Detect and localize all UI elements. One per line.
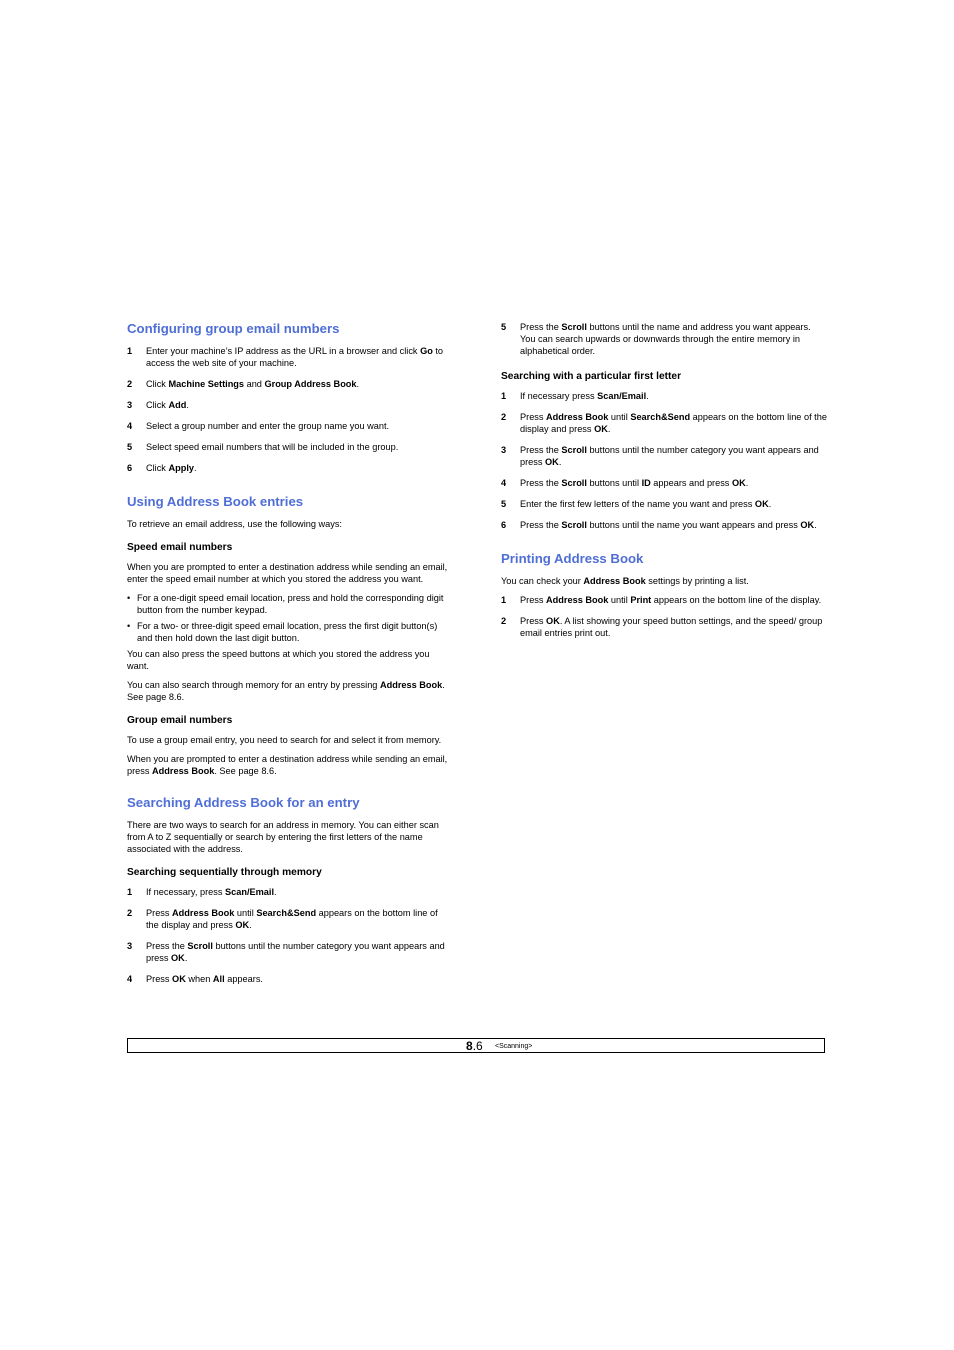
page-footer [127, 1038, 825, 1053]
step-text: Press Address Book until Search&Send appears on the bottom line of the display and press OK. [146, 908, 438, 930]
step-text: Enter the first few letters of the name you want and press OK. [520, 499, 772, 509]
step-item [127, 462, 450, 474]
bullet-item [127, 592, 450, 616]
section-title-using-address-book: Using Address Book entries [127, 494, 304, 509]
page-number [466, 1039, 483, 1053]
first-letter-steps-list [501, 390, 827, 531]
step-text: Click Apply. [146, 463, 197, 473]
step-text: Press the Scroll buttons until the name you want appears and press OK. [520, 520, 817, 530]
subheading-sequential: Searching sequentially through memory [127, 867, 322, 878]
step-item [127, 940, 450, 964]
section-title-configuring-group: Configuring group email numbers [127, 321, 340, 336]
speed-paragraph-1: When you are prompted to enter a destination address while sending an email, enter the speed email number at which you stored the address you want. [127, 562, 448, 584]
step-text: Press OK. A list showing your speed button settings, and the speed/ group email entries print out. [520, 616, 823, 638]
step-number: 6 [127, 463, 133, 473]
step-item [127, 420, 450, 432]
speed-bullets-list [127, 592, 450, 644]
step-number: 2 [127, 379, 133, 389]
step-number: 1 [501, 595, 507, 605]
subheading-speed-email: Speed email numbers [127, 542, 233, 553]
step-text: If necessary, press Scan/Email. [146, 887, 277, 897]
page-subnumber: .6 [472, 1039, 483, 1053]
printing-intro-text: You can check your Address Book settings by printing a list. [501, 576, 749, 586]
chapter-number: 8 [466, 1039, 473, 1053]
step-text: If necessary press Scan/Email. [520, 391, 649, 401]
printing-steps-list [501, 594, 827, 639]
step-number: 1 [127, 346, 133, 356]
step-item [501, 594, 827, 606]
group-paragraph-2: When you are prompted to enter a destination address while sending an email, press Address Book. See page 8.6. [127, 754, 448, 776]
subheading-first-letter: Searching with a particular first letter [501, 371, 682, 382]
step-item [127, 886, 450, 898]
step-number: 3 [501, 445, 507, 455]
step-text: Press Address Book until Search&Send appears on the bottom line of the display and press OK. [520, 412, 827, 434]
step-number: 5 [127, 442, 133, 452]
step-number: 3 [127, 400, 133, 410]
step-item [127, 378, 450, 390]
step-item [501, 390, 827, 402]
step-text: Press the Scroll buttons until the number category you want appears and press OK. [520, 445, 819, 467]
sequential-steps-list [127, 886, 450, 985]
chapter-name: <Scanning> [495, 1043, 533, 1050]
step-number: 2 [501, 616, 507, 626]
using-intro-text: To retrieve an email address, use the following ways: [127, 519, 342, 529]
bullet-text: For a two- or three-digit speed email location, press the first digit button(s) and then hold down the last digit button. [137, 621, 438, 643]
left-column [127, 321, 450, 994]
step-text: Press OK when All appears. [146, 974, 263, 984]
step-text: Click Machine Settings and Group Address Book. [146, 379, 360, 389]
step-number: 4 [127, 421, 133, 431]
speed-paragraph-2: You can also press the speed buttons at which you stored the address you want. [127, 649, 430, 671]
step-item [501, 477, 827, 489]
step-number: 5 [501, 499, 507, 509]
step-text: Press the Scroll buttons until the number category you want appears and press OK. [146, 941, 445, 963]
bullet-text: For a one-digit speed email location, press and hold the corresponding digit button from the number keypad. [137, 593, 444, 615]
speed-paragraph-3: You can also search through memory for an entry by pressing Address Book. See page 8.6. [127, 680, 445, 702]
step-text: Click Add. [146, 400, 189, 410]
step-number: 1 [501, 391, 507, 401]
step-item [501, 444, 827, 468]
step-number: 2 [501, 412, 507, 422]
step-text: Select speed email numbers that will be included in the group. [146, 442, 399, 452]
step-item [501, 519, 827, 531]
group-paragraph-1: To use a group email entry, you need to search for and select it from memory. [127, 735, 442, 745]
subheading-group-email: Group email numbers [127, 715, 233, 726]
step-text: Select a group number and enter the group name you want. [146, 421, 390, 431]
step-item [127, 907, 450, 931]
bullet-item [127, 620, 450, 644]
step-item [501, 321, 827, 357]
step-item [127, 441, 450, 453]
step-number: 4 [127, 974, 133, 984]
bullet-dot-icon: • [127, 621, 131, 631]
step-text: Enter your machine’s IP address as the URL in a browser and click Go to access the web site of your machine. [146, 346, 444, 368]
step-item [501, 615, 827, 639]
step-number: 6 [501, 520, 507, 530]
step-item [501, 411, 827, 435]
bullet-dot-icon: • [127, 593, 131, 603]
searching-intro-text: There are two ways to search for an address in memory. You can either scan from A to Z sequentially or search by entering the first letters of the name associated with the address. [127, 820, 439, 854]
step-item [127, 345, 450, 369]
step-number: 1 [127, 887, 133, 897]
configuring-steps-list [127, 345, 450, 474]
step-number: 3 [127, 941, 133, 951]
step-text: Press the Scroll buttons until ID appears and press OK. [520, 478, 749, 488]
step-item [127, 973, 450, 985]
right-column [501, 321, 827, 648]
step-text: Press Address Book until Print appears on the bottom line of the display. [520, 595, 822, 605]
step-item [127, 399, 450, 411]
step-number: 5 [501, 322, 507, 332]
sequential-steps-continued [501, 321, 827, 357]
step-number: 4 [501, 478, 507, 488]
step-item [501, 498, 827, 510]
step-text: Press the Scroll buttons until the name and address you want appears. You can search upwards or downwards through the entire memory in alphabetical order. [520, 322, 811, 356]
section-title-printing: Printing Address Book [501, 551, 644, 566]
section-title-searching: Searching Address Book for an entry [127, 795, 360, 810]
step-number: 2 [127, 908, 133, 918]
